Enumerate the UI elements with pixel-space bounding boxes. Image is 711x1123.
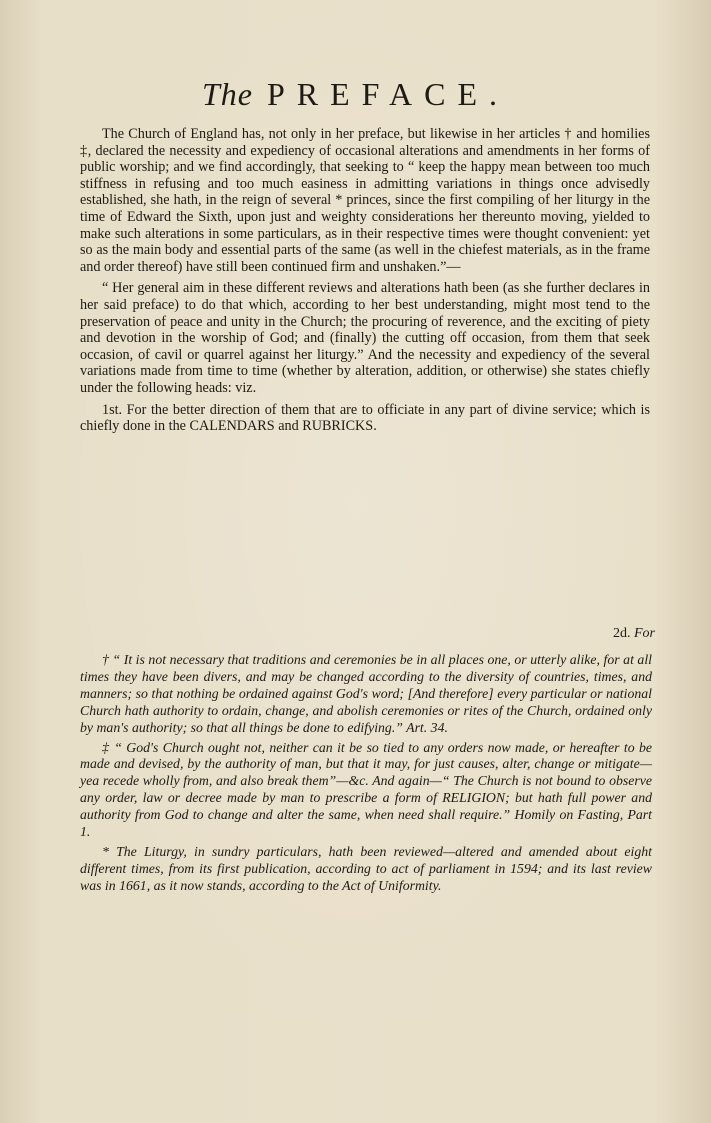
paragraph-3: 1st. For the better direction of them that are to officiate in any part of divine service; which is chiefly done in the CALENDARS and RUBRICKS. (80, 401, 650, 435)
footnote-dagger: † “ It is not necessary that traditions and ceremonies be in all places one, or utterly alike, for at all times they have been divers, and may be changed according to the diversity of countries, times, and manners; so that nothing be ordained against God's word; [And therefore] every particular or national Church hath authority to ordain, change, and abolish ceremonies or rites of the Church, ordained only by man's authority; so that all things be done to edifying.” Art. 34. (80, 652, 652, 735)
footnote-double-dagger: ‡ “ God's Church ought not, neither can it be so tied to any orders now made, or hereafter to be made and devised, by the authority of man, but that it may, for just causes, alter, change or mitigate—yea recede wholly from, and also break them”—&c. And again—“ The Church is not bound to observe any order, law or decree made by man to prescribe a form of RELIGION; but hath full power and authority from God to change and alter the same, when need shall require.” Homily on Fasting, Part 1. (80, 739, 652, 840)
footnotes (80, 652, 652, 898)
paragraph-1: The Church of England has, not only in her preface, but likewise in her articles † and homilies ‡, declared the necessity and expediency of occasional alterations and amendments in her forms of public worship; and we find accordingly, that seeking to “ keep the happy mean between too much stiffness in refusing and too much easiness in admitting variations in things once advisedly established, she hath, in the reign of several * princes, since the first compiling of her liturgy in the time of Edward the Sixth, upon just and weighty considerations her thereunto moving, yielded to make such alterations in some particulars, as in their respective times were thought convenient: yet so as the main body and essential parts of the same (as well in the chiefest materials, as in the frame and order thereof) have still been continued firm and unshaken.”— (80, 126, 650, 275)
main-text (80, 126, 650, 440)
footnote-asterisk: * The Liturgy, in sundry particulars, hath been reviewed—altered and amended about eight different times, from its first publication, according to act of parliament in 1594; and its last review was in 1661, as it now stands, according to the Act of Uniformity. (80, 843, 652, 893)
catchword-number: 2d. (613, 626, 631, 641)
heading-the: The (201, 76, 253, 112)
heading-title: PREFACE. (266, 76, 510, 112)
paragraph-2: “ Her general aim in these different reviews and alterations hath been (as she further declares in her said preface) to do that which, according to her best understanding, might most tend to the preservation of peace and unity in the Church; the procuring of reverence, and the exciting of piety and devotion in the worship of God; and (finally) the cutting off occasion, from them that seek occasion, of cavil or quarrel against her liturgy.” And the necessity and expediency of the several variations made from time to time (whether by alteration, addition, or otherwise) she states chiefly under the following heads: viz. (80, 280, 650, 396)
catchword (613, 626, 655, 642)
page-heading (0, 74, 711, 114)
catchword-word: For (634, 626, 655, 641)
